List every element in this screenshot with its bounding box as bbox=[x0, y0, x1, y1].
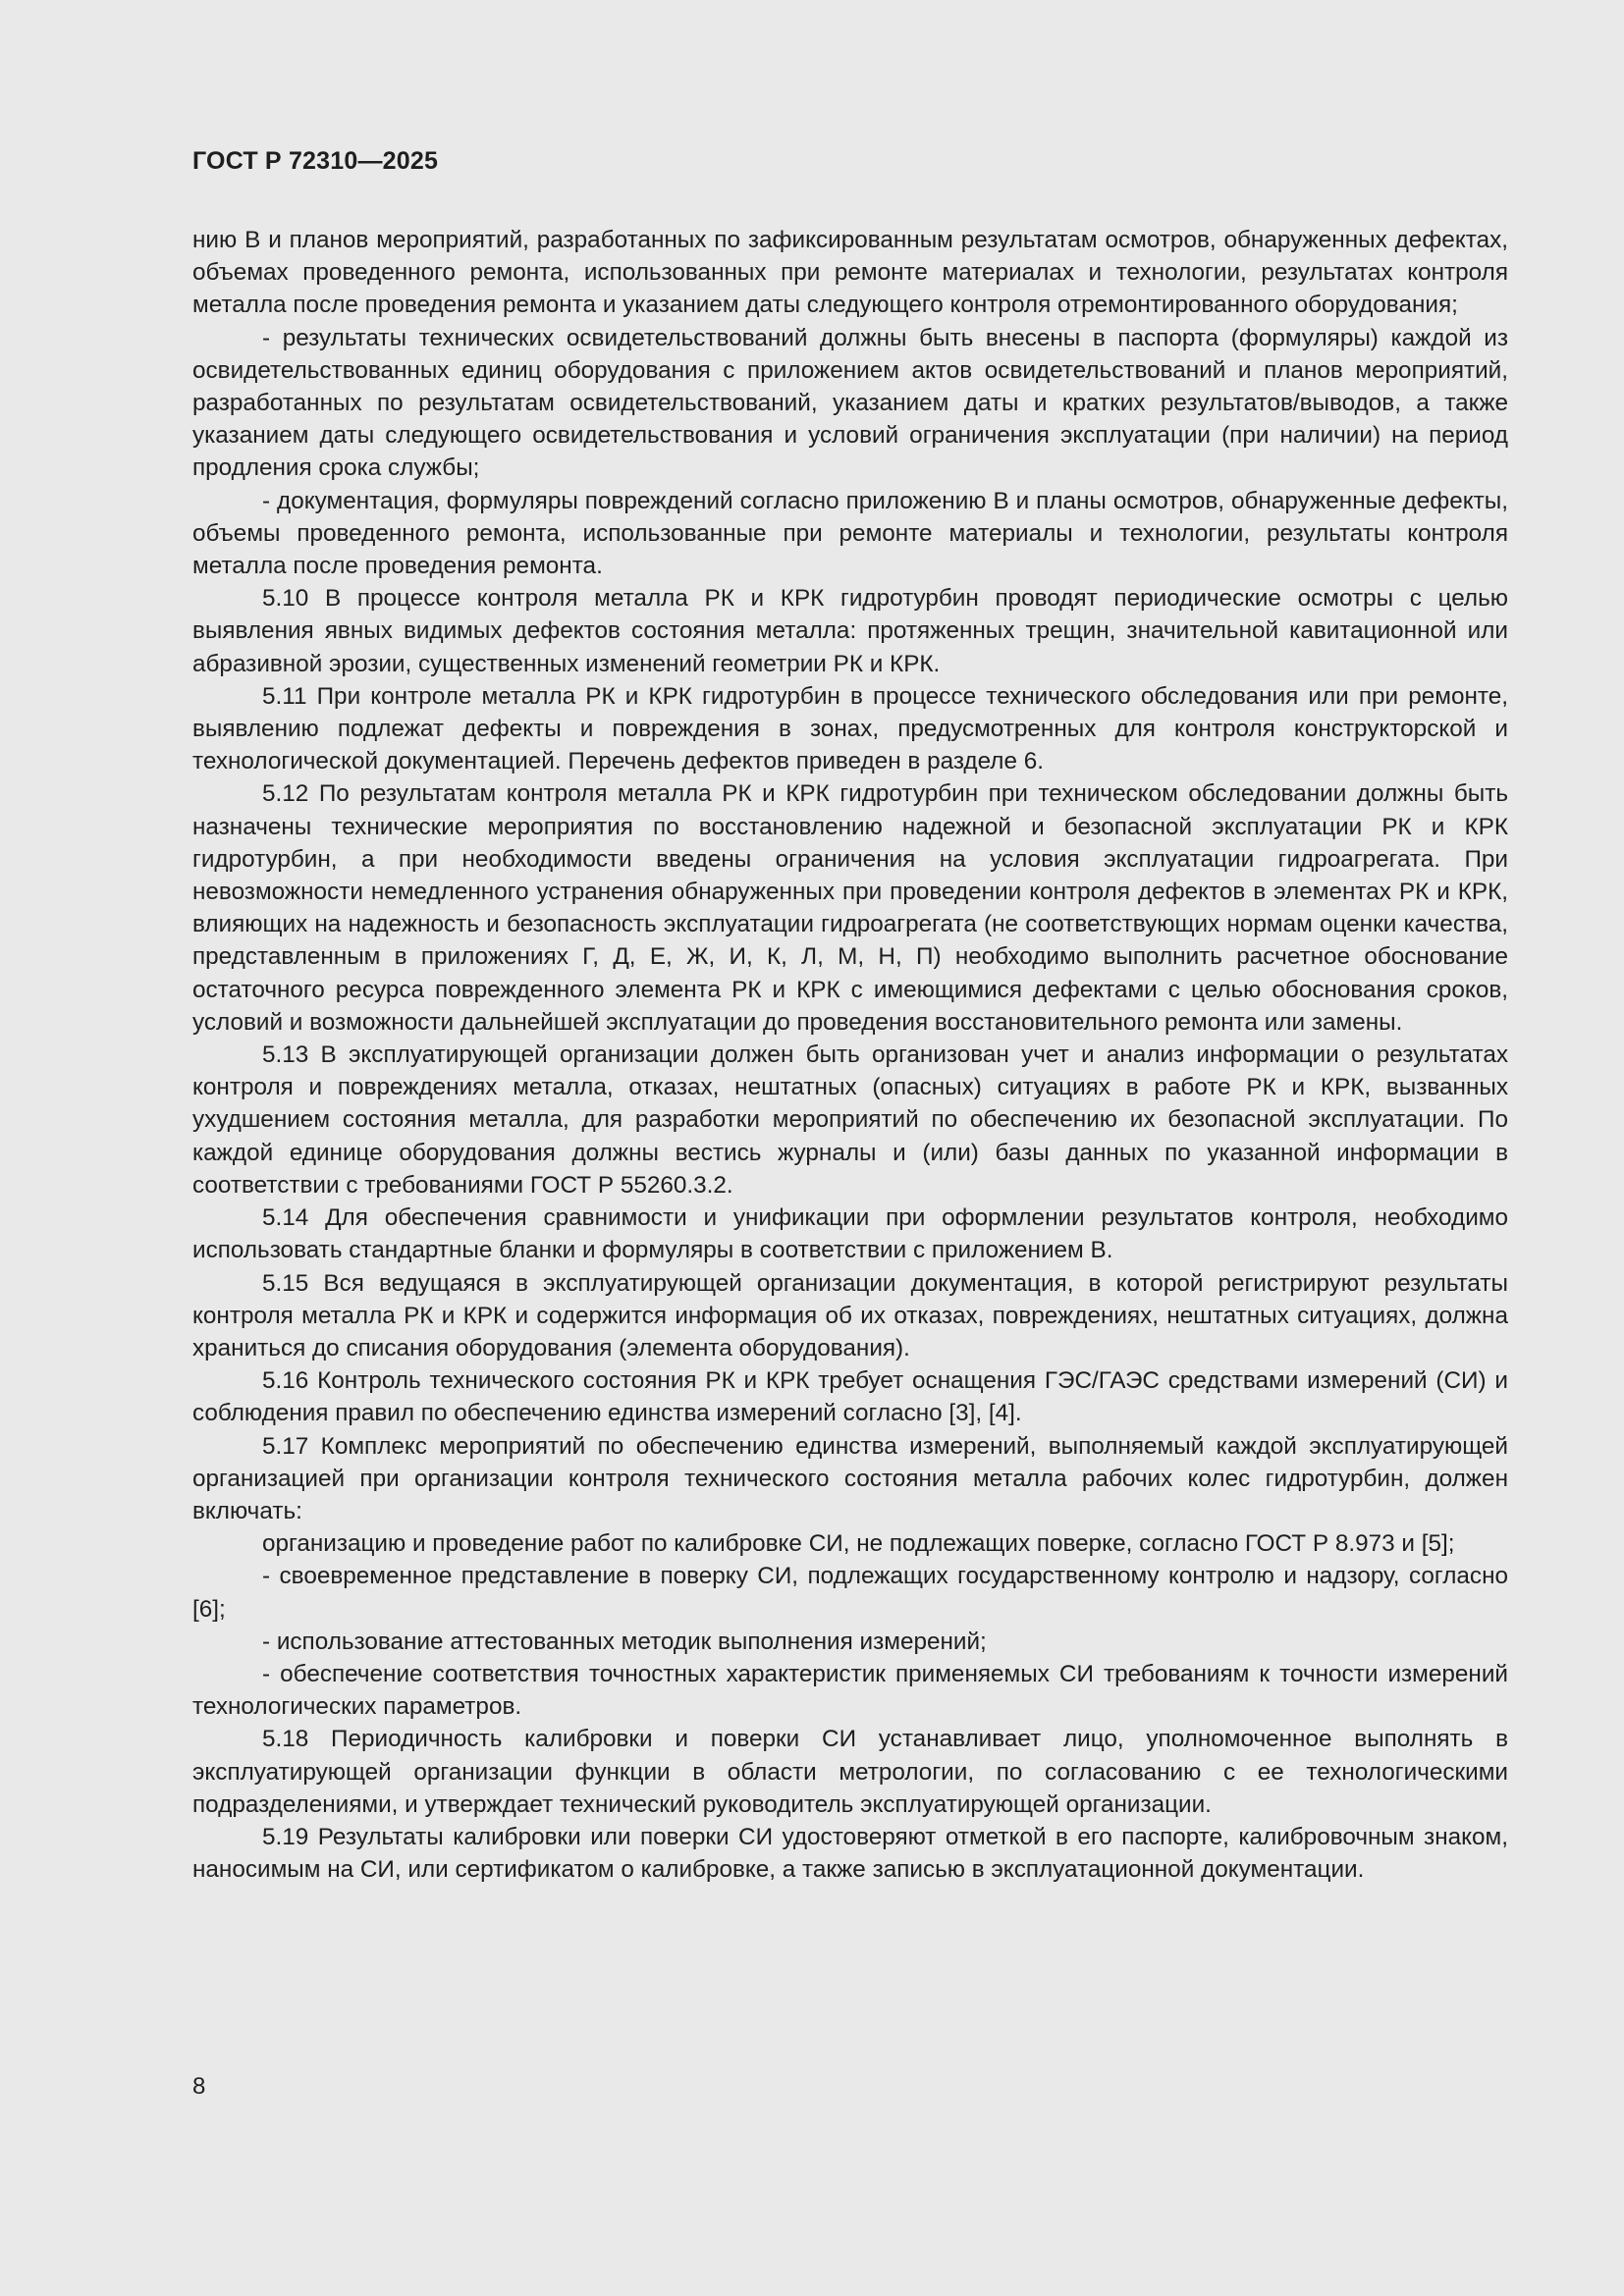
paragraph: - документация, формуляры повреждений согласно приложению В и планы осмотров, обнаруженные дефекты, объемы проведенного ремонта, использованные при ремонте материалы и технологии, результаты контроля металла после проведения ремонта. bbox=[192, 487, 1508, 580]
paragraph: 5.14 Для обеспечения сравнимости и унификации при оформлении результатов контроля, необходимо использовать стандартные бланки и формуляры в соответствии с приложением В. bbox=[192, 1204, 1508, 1264]
paragraph: 5.15 Вся ведущаяся в эксплуатирующей организации документация, в которой регистрируют результаты контроля металла РК и КРК и содержится информация об их отказах, повреждениях, нештатных ситуациях, должна храниться до списания оборудования (элемента оборудования). bbox=[192, 1269, 1508, 1362]
paragraph: 5.13 В эксплуатирующей организации должен быть организован учет и анализ информации о результатах контроля и повреждениях металла, отказах, нештатных (опасных) ситуациях в работе РК и КРК, вызванных ухудшением состояния металла, для разработки мероприятий по обеспечению их безопасной эксплуатации. По каждой единице оборудования должны вестись журналы и (или) базы данных по указанной информации в соответствии с требованиями ГОСТ Р 55260.3.2. bbox=[192, 1041, 1508, 1199]
paragraph: - обеспечение соответствия точностных характеристик применяемых СИ требованиям к точности измерений технологических параметров. bbox=[192, 1660, 1508, 1721]
paragraph: 5.19 Результаты калибровки или поверки СИ удостоверяют отметкой в его паспорте, калибровочным знаком, наносимым на СИ, или сертификатом о калибровке, а также записью в эксплуатационной документации. bbox=[192, 1823, 1508, 1884]
paragraph: 5.11 При контроле металла РК и КРК гидротурбин в процессе технического обследования или при ремонте, выявлению подлежат дефекты и повреждения в зонах, предусмотренных для контроля конструкторской и технологической документацией. Перечень дефектов приведен в разделе 6. bbox=[192, 682, 1508, 775]
paragraph: - результаты технических освидетельствований должны быть внесены в паспорта (формуляры) каждой из освидетельствованных единиц оборудования с приложением актов освидетельствований и планов мероприятий, разработанных по результатам освидетельствований, указанием даты и кратких результатов/выводов, а также указанием даты следующего освидетельствования и условий ограничения эксплуатации (при наличии) на период продления срока службы; bbox=[192, 324, 1508, 482]
paragraph: 5.16 Контроль технического состояния РК и КРК требует оснащения ГЭС/ГАЭС средствами измерений (СИ) и соблюдения правил по обеспечению единства измерений согласно [3], [4]. bbox=[192, 1367, 1508, 1427]
paragraph: - своевременное представление в поверку СИ, подлежащих государственному контролю и надзору, согласно [6]; bbox=[192, 1563, 1508, 1623]
paragraph: 5.12 По результатам контроля металла РК и КРК гидротурбин при техническом обследовании должны быть назначены технические мероприятия по восстановлению надежной и безопасной эксплуатации РК и КРК гидротурбин, а при необходимости введены ограничения на условия эксплуатации гидроагрегата. При невозможности немедленного устранения обнаруженных при проведении контроля дефектов в элементах РК и КРК, влияющих на надежность и безопасность эксплуатации гидроагрегата (не соответствующих нормам оценки качества, представленным в приложениях Г, Д, Е, Ж, И, К, Л, М, Н, П) необходимо выполнить расчетное обоснование остаточного ресурса поврежденного элемента РК и КРК с имеющимися дефектами с целью обоснования сроков, условий и возможности дальнейшей эксплуатации до проведения восстановительного ремонта или замены. bbox=[192, 780, 1508, 1036]
paragraph: 5.17 Комплекс мероприятий по обеспечению единства измерений, выполняемый каждой эксплуатирующей организацией при организации контроля технического состояния металла рабочих колес гидротурбин, должен включать: bbox=[192, 1432, 1508, 1524]
paragraph: организацию и проведение работ по калибровке СИ, не подлежащих поверке, согласно ГОСТ Р 8.973 и [5]; bbox=[262, 1530, 1455, 1558]
document-header: ГОСТ Р 72310—2025 bbox=[192, 147, 439, 175]
paragraph: 5.18 Периодичность калибровки и поверки СИ устанавливает лицо, уполномоченное выполнять в эксплуатирующей организации функции в области метрологии, по согласованию с ее технологическими подразделениями, и утверждает технический руководитель эксплуатирующей организации. bbox=[192, 1726, 1508, 1818]
page-number: 8 bbox=[192, 2073, 206, 2100]
paragraph: - использование аттестованных методик выполнения измерений; bbox=[262, 1628, 987, 1655]
paragraph: нию В и планов мероприятий, разработанных по зафиксированным результатам осмотров, обнаруженных дефектах, объемах проведенного ремонта, использованных при ремонте материалах и технологии, результатах контроля металла после проведения ремонта и указанием даты следующего контроля отремонтированного оборудования; bbox=[192, 227, 1508, 319]
paragraph: 5.10 В процессе контроля металла РК и КРК гидротурбин проводят периодические осмотры с целью выявления явных видимых дефектов состояния металла: протяженных трещин, значительной кавитационной или абразивной эрозии, существенных изменений геометрии РК и КРК. bbox=[192, 585, 1508, 677]
document-body bbox=[192, 224, 1508, 1886]
